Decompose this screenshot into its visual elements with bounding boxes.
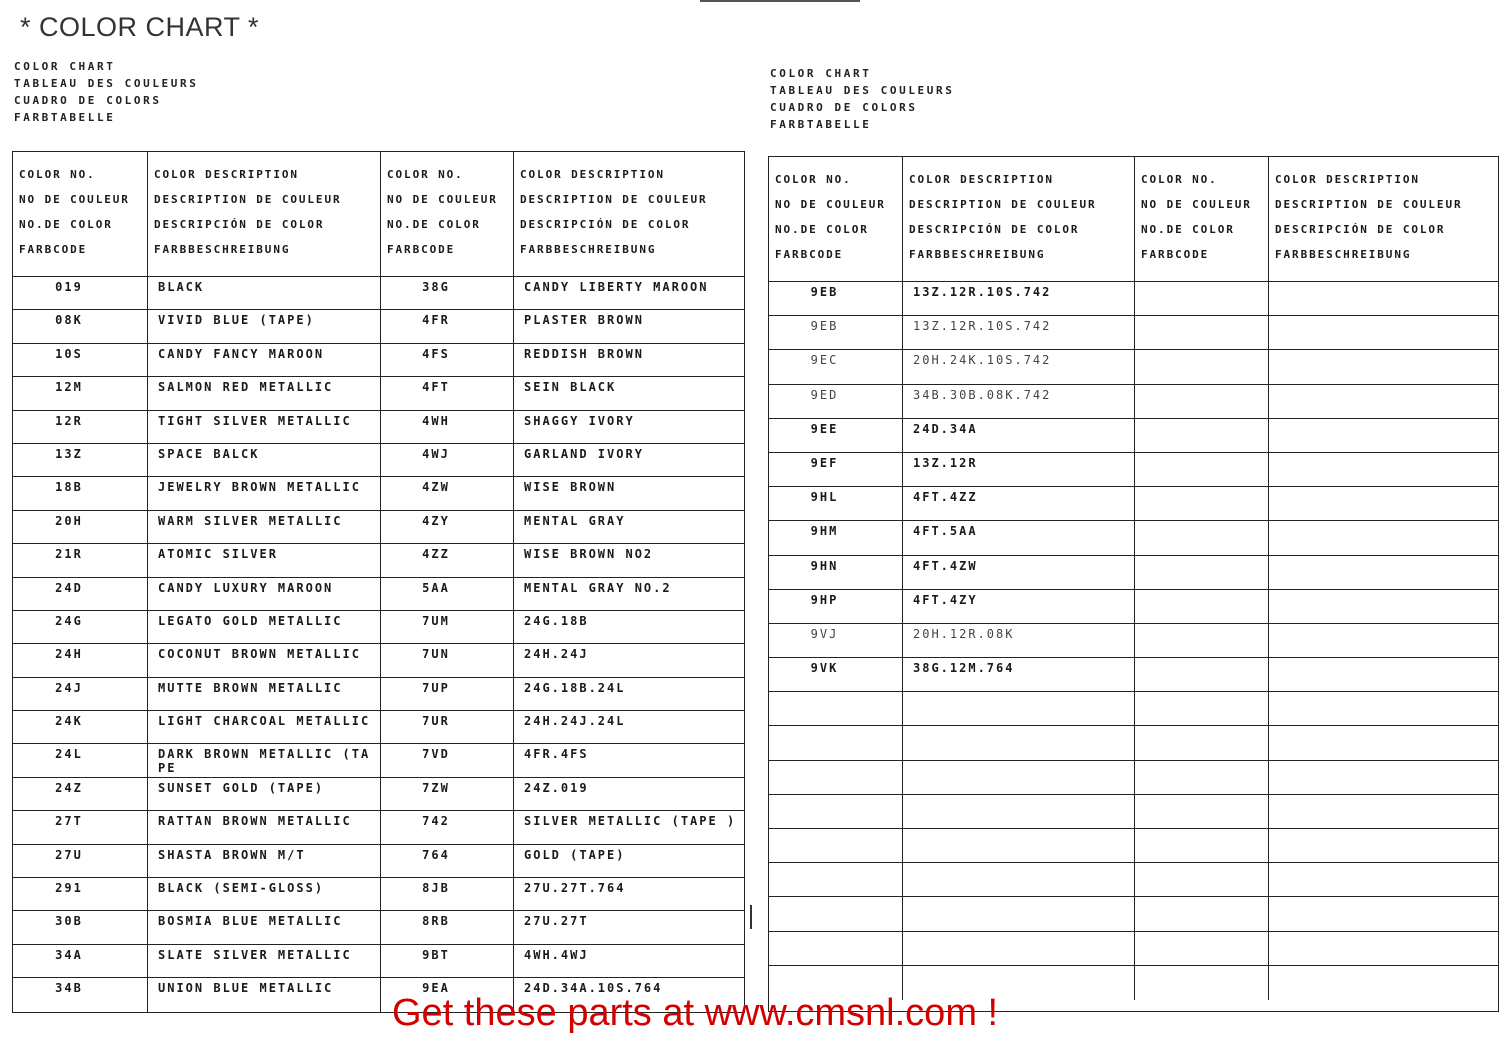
header-color-description bbox=[148, 152, 381, 277]
color-code: 7UP bbox=[381, 678, 514, 711]
header-line: DESCRIPCIÓN DE COLOR bbox=[1275, 223, 1446, 236]
color-code bbox=[1135, 966, 1269, 1000]
color-code: 764 bbox=[381, 845, 514, 878]
chart-heading-right bbox=[770, 65, 954, 133]
color-description: 24D.34A.10S.764 bbox=[524, 981, 663, 996]
color-code: 7UN bbox=[381, 644, 514, 677]
color-code: 24Z bbox=[13, 778, 148, 811]
color-code: 9VJ bbox=[769, 624, 903, 658]
header-line: FARBBESCHREIBUNG bbox=[154, 243, 291, 256]
header-color-description bbox=[514, 152, 744, 277]
color-description bbox=[1269, 282, 1498, 316]
color-description bbox=[903, 932, 1135, 966]
header-line: FARBCODE bbox=[387, 243, 456, 256]
color-description bbox=[1269, 761, 1498, 795]
color-description: SILVER METALLIC (TAPE ) bbox=[514, 811, 744, 844]
color-description: BLACK (SEMI-GLOSS) bbox=[148, 878, 381, 911]
color-description: SPACE BALCK bbox=[148, 444, 381, 477]
color-code: 30B bbox=[13, 911, 148, 944]
heading-line: TABLEAU DES COULEURS bbox=[770, 84, 955, 97]
color-description bbox=[1269, 385, 1498, 419]
header-line: COLOR DESCRIPTION bbox=[909, 173, 1054, 186]
color-code: 8RB bbox=[381, 911, 514, 944]
color-description: 20H.24K.10S.742 bbox=[903, 350, 1135, 384]
color-code bbox=[1135, 385, 1269, 419]
color-code bbox=[1135, 897, 1269, 931]
color-code bbox=[1135, 282, 1269, 316]
header-line: NO.DE COLOR bbox=[387, 218, 481, 231]
color-description bbox=[1269, 829, 1498, 863]
color-code: 7ZW bbox=[381, 778, 514, 811]
color-code: 5AA bbox=[381, 578, 514, 611]
color-description: BOSMIA BLUE METALLIC bbox=[148, 911, 381, 944]
color-description: SHASTA BROWN M/T bbox=[148, 845, 381, 878]
header-line: NO.DE COLOR bbox=[775, 223, 869, 236]
header-color-no bbox=[769, 157, 903, 282]
color-description bbox=[1269, 897, 1498, 931]
color-description: WARM SILVER METALLIC bbox=[148, 511, 381, 544]
heading-line: CUADRO DE COLORS bbox=[14, 94, 162, 107]
color-code bbox=[1135, 419, 1269, 453]
color-code bbox=[1135, 521, 1269, 555]
color-code: 12M bbox=[13, 377, 148, 410]
color-description: CANDY LIBERTY MAROON bbox=[514, 277, 744, 310]
chart-heading-left bbox=[14, 58, 198, 126]
color-description bbox=[903, 863, 1135, 897]
color-code: 24K bbox=[13, 711, 148, 744]
color-code: 27T bbox=[13, 811, 148, 844]
color-code: 7VD bbox=[381, 744, 514, 777]
color-code: 7UM bbox=[381, 611, 514, 644]
color-code: 9EF bbox=[769, 453, 903, 487]
header-line: DESCRIPCIÓN DE COLOR bbox=[520, 218, 691, 231]
header-color-no bbox=[13, 152, 148, 277]
color-description: UNION BLUE METALLIC bbox=[148, 978, 381, 1011]
color-code: 38G bbox=[381, 277, 514, 310]
color-code: 24G bbox=[13, 611, 148, 644]
color-description: 13Z.12R.10S.742 bbox=[903, 282, 1135, 316]
heading-line: COLOR CHART bbox=[14, 60, 116, 73]
color-code: 10S bbox=[13, 344, 148, 377]
color-description: TIGHT SILVER METALLIC bbox=[148, 411, 381, 444]
header-line: FARBCODE bbox=[19, 243, 88, 256]
color-code bbox=[1135, 316, 1269, 350]
color-code: 742 bbox=[381, 811, 514, 844]
color-description: GOLD (TAPE) bbox=[514, 845, 744, 878]
header-line: COLOR DESCRIPTION bbox=[520, 168, 665, 181]
color-description bbox=[1269, 487, 1498, 521]
color-code: 9EE bbox=[769, 419, 903, 453]
color-description: 34B.30B.08K.742 bbox=[903, 385, 1135, 419]
color-code: 20H bbox=[13, 511, 148, 544]
color-description: SALMON RED METALLIC bbox=[148, 377, 381, 410]
color-description bbox=[1269, 795, 1498, 829]
color-code: 4WJ bbox=[381, 444, 514, 477]
color-code: 4ZW bbox=[381, 477, 514, 510]
color-description: 24Z.019 bbox=[514, 778, 744, 811]
color-description: PLASTER BROWN bbox=[514, 310, 744, 343]
color-description bbox=[1269, 316, 1498, 350]
color-code: 13Z bbox=[13, 444, 148, 477]
color-table-right bbox=[768, 156, 1499, 1012]
color-description: 20H.12R.08K bbox=[903, 624, 1135, 658]
color-code: 18B bbox=[13, 477, 148, 510]
top-rule bbox=[700, 0, 860, 2]
color-code: 9EA bbox=[381, 978, 514, 1011]
header-line: DESCRIPTION DE COULEUR bbox=[154, 193, 342, 206]
color-description: JEWELRY BROWN METALLIC bbox=[148, 477, 381, 510]
header-line: NO.DE COLOR bbox=[19, 218, 113, 231]
color-code: 34A bbox=[13, 945, 148, 978]
color-code: 21R bbox=[13, 544, 148, 577]
color-description: SHAGGY IVORY bbox=[514, 411, 744, 444]
heading-line: COLOR CHART bbox=[770, 67, 872, 80]
color-description: VIVID BLUE (TAPE) bbox=[148, 310, 381, 343]
color-description bbox=[1269, 726, 1498, 760]
color-description: MENTAL GRAY NO.2 bbox=[514, 578, 744, 611]
color-code: 4FT bbox=[381, 377, 514, 410]
heading-line: FARBTABELLE bbox=[770, 118, 872, 131]
color-code bbox=[769, 932, 903, 966]
color-description bbox=[1269, 966, 1498, 1000]
color-description: SUNSET GOLD (TAPE) bbox=[148, 778, 381, 811]
color-code: 24D bbox=[13, 578, 148, 611]
color-code bbox=[1135, 624, 1269, 658]
color-code bbox=[769, 897, 903, 931]
heading-line: TABLEAU DES COULEURS bbox=[14, 77, 199, 90]
color-code bbox=[1135, 932, 1269, 966]
color-description: WISE BROWN bbox=[514, 477, 744, 510]
color-code bbox=[1135, 829, 1269, 863]
color-description bbox=[1269, 692, 1498, 726]
header-line: NO DE COULEUR bbox=[19, 193, 130, 206]
color-code: 9HP bbox=[769, 590, 903, 624]
color-description bbox=[1269, 863, 1498, 897]
header-line: NO DE COULEUR bbox=[1141, 198, 1252, 211]
color-description: 4FR.4FS bbox=[514, 744, 744, 777]
header-line: DESCRIPTION DE COULEUR bbox=[1275, 198, 1463, 211]
color-description: MUTTE BROWN METALLIC bbox=[148, 678, 381, 711]
header-line: COLOR DESCRIPTION bbox=[154, 168, 299, 181]
color-code bbox=[1135, 863, 1269, 897]
color-description: WISE BROWN NO2 bbox=[514, 544, 744, 577]
color-code bbox=[1135, 487, 1269, 521]
color-description: 24H.24J bbox=[514, 644, 744, 677]
color-description: 38G.12M.764 bbox=[903, 658, 1135, 692]
color-description: COCONUT BROWN METALLIC bbox=[148, 644, 381, 677]
color-code: 9EB bbox=[769, 316, 903, 350]
color-description bbox=[903, 692, 1135, 726]
color-code: 24H bbox=[13, 644, 148, 677]
color-code bbox=[1135, 590, 1269, 624]
color-description bbox=[1269, 658, 1498, 692]
header-line: FARBBESCHREIBUNG bbox=[520, 243, 657, 256]
color-description bbox=[1269, 556, 1498, 590]
color-code: 4WH bbox=[381, 411, 514, 444]
color-code bbox=[769, 726, 903, 760]
color-code bbox=[769, 761, 903, 795]
color-description: GARLAND IVORY bbox=[514, 444, 744, 477]
color-description: 24G.18B.24L bbox=[514, 678, 744, 711]
color-code: 9ED bbox=[769, 385, 903, 419]
color-code: 24J bbox=[13, 678, 148, 711]
header-line: FARBBESCHREIBUNG bbox=[1275, 248, 1412, 261]
color-code: 4FR bbox=[381, 310, 514, 343]
color-code bbox=[1135, 453, 1269, 487]
color-description: LEGATO GOLD METALLIC bbox=[148, 611, 381, 644]
color-code bbox=[1135, 761, 1269, 795]
color-code bbox=[1135, 726, 1269, 760]
color-description bbox=[903, 829, 1135, 863]
color-description bbox=[903, 897, 1135, 931]
header-line: COLOR NO. bbox=[775, 173, 852, 186]
color-description bbox=[1269, 624, 1498, 658]
color-code: 9EB bbox=[769, 282, 903, 316]
header-line: FARBCODE bbox=[775, 248, 844, 261]
header-color-no bbox=[1135, 157, 1269, 282]
color-code: 4ZZ bbox=[381, 544, 514, 577]
color-code: 019 bbox=[13, 277, 148, 310]
color-description bbox=[1269, 350, 1498, 384]
header-line: DESCRIPCIÓN DE COLOR bbox=[909, 223, 1080, 236]
header-line: DESCRIPTION DE COULEUR bbox=[909, 198, 1097, 211]
header-line: NO.DE COLOR bbox=[1141, 223, 1235, 236]
header-color-no bbox=[381, 152, 514, 277]
header-line: COLOR DESCRIPTION bbox=[1275, 173, 1420, 186]
heading-line: FARBTABELLE bbox=[14, 111, 116, 124]
color-code: 24L bbox=[13, 744, 148, 777]
color-code: 34B bbox=[13, 978, 148, 1011]
stray-mark bbox=[750, 905, 752, 929]
color-code: 27U bbox=[13, 845, 148, 878]
color-description bbox=[1269, 590, 1498, 624]
color-code: 9VK bbox=[769, 658, 903, 692]
header-line: DESCRIPCIÓN DE COLOR bbox=[154, 218, 325, 231]
color-description: CANDY FANCY MAROON bbox=[148, 344, 381, 377]
color-code: 9HL bbox=[769, 487, 903, 521]
color-description: 24D.34A bbox=[903, 419, 1135, 453]
color-description bbox=[903, 726, 1135, 760]
color-description: 4FT.4ZZ bbox=[903, 487, 1135, 521]
header-line: COLOR NO. bbox=[387, 168, 464, 181]
color-description bbox=[903, 761, 1135, 795]
color-code bbox=[1135, 795, 1269, 829]
color-description: 13Z.12R.10S.742 bbox=[903, 316, 1135, 350]
header-line: FARBBESCHREIBUNG bbox=[909, 248, 1046, 261]
color-description: 27U.27T.764 bbox=[514, 878, 744, 911]
color-description: 13Z.12R bbox=[903, 453, 1135, 487]
color-description: 4FT.5AA bbox=[903, 521, 1135, 555]
header-line: COLOR NO. bbox=[19, 168, 96, 181]
color-code: 9HM bbox=[769, 521, 903, 555]
color-code: 291 bbox=[13, 878, 148, 911]
color-code: 9BT bbox=[381, 945, 514, 978]
color-description: 4WH.4WJ bbox=[514, 945, 744, 978]
color-description: 27U.27T bbox=[514, 911, 744, 944]
color-description: SEIN BLACK bbox=[514, 377, 744, 410]
color-description: CANDY LUXURY MAROON bbox=[148, 578, 381, 611]
color-code: 8JB bbox=[381, 878, 514, 911]
color-description bbox=[1269, 419, 1498, 453]
color-description bbox=[1269, 932, 1498, 966]
color-code bbox=[1135, 556, 1269, 590]
color-code bbox=[1135, 350, 1269, 384]
header-line: NO DE COULEUR bbox=[387, 193, 498, 206]
color-description: ATOMIC SILVER bbox=[148, 544, 381, 577]
header-line: FARBCODE bbox=[1141, 248, 1210, 261]
color-description: MENTAL GRAY bbox=[514, 511, 744, 544]
header-line: NO DE COULEUR bbox=[775, 198, 886, 211]
color-description: 4FT.4ZW bbox=[903, 556, 1135, 590]
color-code: 4ZY bbox=[381, 511, 514, 544]
color-code: 4FS bbox=[381, 344, 514, 377]
page-title: * COLOR CHART * bbox=[20, 12, 260, 42]
color-code bbox=[769, 863, 903, 897]
color-code: 08K bbox=[13, 310, 148, 343]
color-code: 12R bbox=[13, 411, 148, 444]
color-table-left bbox=[12, 151, 745, 1013]
color-description: BLACK bbox=[148, 277, 381, 310]
color-description: 24G.18B bbox=[514, 611, 744, 644]
color-code bbox=[769, 795, 903, 829]
color-description bbox=[1269, 521, 1498, 555]
color-description: SLATE SILVER METALLIC bbox=[148, 945, 381, 978]
color-description bbox=[1269, 453, 1498, 487]
header-color-description bbox=[1269, 157, 1498, 282]
color-code bbox=[1135, 658, 1269, 692]
color-code bbox=[1135, 692, 1269, 726]
color-code: 9HN bbox=[769, 556, 903, 590]
header-line: COLOR NO. bbox=[1141, 173, 1218, 186]
color-code bbox=[769, 692, 903, 726]
color-description: DARK BROWN METALLIC (TAPE bbox=[148, 744, 381, 777]
color-description bbox=[903, 795, 1135, 829]
color-description: REDDISH BROWN bbox=[514, 344, 744, 377]
color-code: 7UR bbox=[381, 711, 514, 744]
header-line: DESCRIPTION DE COULEUR bbox=[520, 193, 708, 206]
footer-advertisement[interactable]: Get these parts at www.cmsnl.com ! bbox=[392, 992, 999, 1034]
heading-line: CUADRO DE COLORS bbox=[770, 101, 918, 114]
color-description: 4FT.4ZY bbox=[903, 590, 1135, 624]
color-code: 9EC bbox=[769, 350, 903, 384]
color-code bbox=[769, 829, 903, 863]
header-color-description bbox=[903, 157, 1135, 282]
color-description: RATTAN BROWN METALLIC bbox=[148, 811, 381, 844]
color-description: 24H.24J.24L bbox=[514, 711, 744, 744]
color-description: LIGHT CHARCOAL METALLIC bbox=[148, 711, 381, 744]
